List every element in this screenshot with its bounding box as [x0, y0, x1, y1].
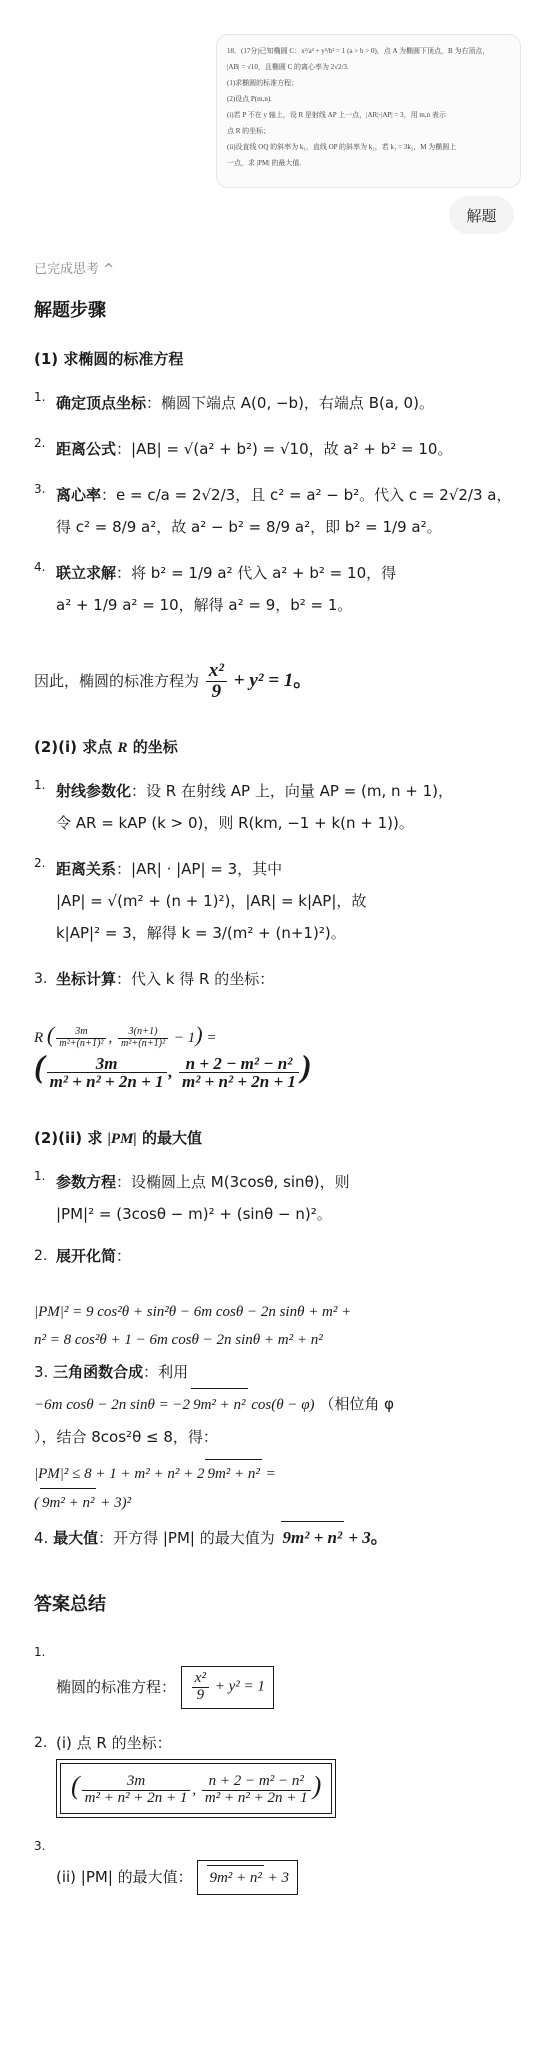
summary-text: 椭圆的标准方程：: [56, 1678, 177, 1697]
heading-math: |PM|: [107, 1131, 137, 1148]
step-text: ：|AR| · |AP| = 3，其中: [116, 859, 283, 878]
step-text: a² + 1/9 a² = 10，解得 a² = 9，b² = 1。: [56, 596, 353, 614]
part2i-steps: [34, 775, 534, 995]
part2i-step-1: 1. 射线参数化：设 R 在射线 AP 上，向量 AP = (m, n + 1)， 令 AR = kAP (k > 0)，则 R(km, −1 + k(n + 1))。: [34, 777, 454, 832]
part1-steps: [34, 387, 534, 621]
step-text: ：e = c/a = 2√2/3，且 c² = a² − b²。代入 c = 2√2/3 a，: [101, 486, 512, 504]
step-text: ：设椭圆上点 M(3cosθ, sinθ)，则: [116, 1173, 350, 1192]
part2ii-steps: [34, 1166, 534, 1272]
problem-line: 一点，求 |PM| 的最大值.: [227, 159, 302, 167]
step-label: 射线参数化: [56, 781, 132, 800]
summary-list: [34, 1642, 534, 1894]
problem-line: (1)求椭圆的标准方程；: [227, 79, 299, 87]
pm-bound-formula: |PM|² ≤ 8 + 1 + m² + n² + 2 9m² + n² = ( 9m² + n² + 3)²: [34, 1459, 534, 1517]
step-text: ：: [116, 1247, 132, 1266]
problem-image[interactable]: [216, 34, 521, 188]
heading-text: (2)(i) 求点: [34, 737, 113, 756]
solution-content: [34, 296, 534, 1905]
problem-line: 点 R 的坐标；: [227, 127, 271, 135]
step-text: ：设 R 在射线 AP 上，向量 AP = (m, n + 1)，: [131, 781, 454, 800]
step-label: 距离公式: [56, 440, 117, 458]
conclusion-text: 因此，椭圆的标准方程为: [34, 671, 200, 690]
part2i-step-2: 2. 距离关系：|AR| · |AP| = 3，其中 |AP| = √(m² + (n + 1)²)，|AR| = k|AP|，故 k|AP|² = 3，解得 k = 3/(m² + (n+1)²)。: [34, 855, 367, 942]
step-text: （相位角 φ: [319, 1395, 394, 1414]
problem-line: 18．(17分)已知椭圆 C：x²/a² + y²/b² = 1 (a > b > 0)，点 A 为椭圆下顶点，B 为右顶点，: [227, 47, 490, 55]
heading-math: R: [117, 739, 128, 756]
step-text: |AP| = √(m² + (n + 1)²)，|AR| = k|AP|，故: [56, 891, 367, 910]
step-text: ：将 b² = 1/9 a² 代入 a² + b² = 10，得: [116, 564, 397, 582]
step-label: 最大值: [53, 1529, 99, 1548]
step-text: ：代入 k 得 R 的坐标：: [116, 969, 275, 988]
part2ii-step-3: 3. 三角函数合成：利用 −6m cosθ − 2n sinθ = −2 9m² + n² cos(θ − φ) （相位角 φ ），结合 8cos²θ ≤ 8，得：: [34, 1363, 394, 1447]
r-coordinate-formula: R ( $\frac{3m}{\text{m²+(n+1)²}}$ , $\frac{3(n+1)}{\text{m²+(n+1)²}}$ − 1) = ( $\frac{3m}{\text{m² + n² + 2n + 1}}$ , $\frac{\text{n + 2 − m² − n²}}{\text{m² + n² + 2n + 1}}$ ): [34, 1021, 312, 1092]
step-text: ：椭圆下端点 A(0, −b)，右端点 B(a, 0)。: [146, 394, 434, 412]
step-text: 得 c² = 8/9 a²，故 a² − b² = 8/9 a²，即 b² = 1/9 a²。: [56, 518, 442, 536]
heading-text: 的坐标: [132, 737, 178, 756]
summary-item-3: 3. (ii) |PM| 的最大值： 9m² + n² + 3: [34, 1836, 534, 1895]
part1-step-1: 1. 确定顶点坐标：椭圆下端点 A(0, −b)，右端点 B(a, 0)。: [34, 390, 434, 412]
step-text: |PM|² = (3cosθ − m)² + (sinθ − n)²。: [56, 1205, 332, 1224]
problem-line: |AB| = √10，且椭圆 C 的离心率为 2√2/3.: [227, 63, 349, 71]
part2i-heading: [34, 736, 534, 757]
summary-item-2: 2. (i) 点 R 的坐标： ( $\frac{3m}{\text{m² + n² + 2n + 1}}$ , $\frac{\text{n + 2 − m² − n²}}{\text{m² + n² + 2n + 1}}$ ): [34, 1727, 534, 1818]
step-label: 联立求解: [56, 564, 117, 582]
thinking-status-toggle[interactable]: 已完成思考 ^: [34, 262, 115, 277]
heading-text: (2)(ii) 求: [34, 1129, 103, 1148]
part1-heading: (1) 求椭圆的标准方程: [34, 350, 184, 368]
step-label: 距离关系: [56, 859, 117, 878]
part2i-step-3: 3. 坐标计算：代入 k 得 R 的坐标：: [34, 969, 275, 988]
summary-pm-answer: 9m² + n² + 3: [197, 1860, 298, 1895]
part2ii-heading: [34, 1127, 534, 1148]
solution-title: 解题步骤: [34, 300, 106, 321]
part1-step-2: 2. 距离公式：|AB| = √(a² + b²) = √10，故 a² + b² = 10。: [34, 436, 453, 458]
step-label: 确定顶点坐标: [56, 394, 147, 412]
summary-text: (ii) |PM| 的最大值：: [56, 1867, 193, 1886]
summary-text: (i) 点 R 的坐标：: [56, 1733, 172, 1752]
step-label: 参数方程: [56, 1173, 117, 1192]
solve-button[interactable]: 解题: [449, 196, 514, 234]
part1-step-3: 3. 离心率：e = c/a = 2√2/3，且 c² = a² − b²。代入 c = 2√2/3 a， 得 c² = 8/9 a²，故 a² − b² = 8/9 a²，即 b² = 1/9 a²。: [34, 482, 512, 536]
ellipse-equation: $\frac{\text{x²}}{9}$ + y² = 1。: [204, 670, 313, 691]
summary-title: 答案总结: [34, 1594, 106, 1616]
step-label: 离心率: [56, 486, 102, 504]
part2ii-step-1: 1. 参数方程：设椭圆上点 M(3cosθ, sinθ)，则 |PM|² = (3cosθ − m)² + (sinθ − n)²。: [34, 1169, 350, 1224]
part2ii-step-2: 2. 展开化简：: [34, 1247, 132, 1266]
part2ii-step-4: 4. 最大值：开方得 |PM| 的最大值为 9m² + n² + 3。: [34, 1521, 534, 1554]
pm-expansion-formula: |PM|² = 9 cos²θ + sin²θ − 6m cosθ − 2n sinθ + m² + n² = 8 cos²θ + 1 − 6m cosθ − 2n sinθ + m² + n²: [34, 1304, 352, 1349]
step-text: k|AP|² = 3，解得 k = 3/(m² + (n+1)²)。: [56, 923, 346, 942]
step-label: 三角函数合成: [53, 1363, 144, 1382]
trig-identity: −6m cosθ − 2n sinθ = −2 9m² + n² cos(θ − φ): [34, 1397, 315, 1413]
step-text: 令 AR = kAP (k > 0)，则 R(km, −1 + k(n + 1))。: [56, 813, 414, 832]
step-label: 展开化简: [56, 1247, 117, 1266]
step-text: ：|AB| = √(a² + b²) = √10，故 a² + b² = 10。: [116, 440, 453, 458]
step-text: ：开方得 |PM| 的最大值为: [98, 1529, 275, 1548]
step-label: 坐标计算: [56, 969, 117, 988]
pm-max-value: 9m² + n² + 3。: [280, 1528, 388, 1547]
problem-line: (i)若 P 不在 y 轴上，设 R 是射线 AP 上一点，|AR|·|AP| = 3，用 m,n 表示: [227, 111, 446, 119]
summary-ellipse-answer: $\frac{\text{x²}}{9}$ + y² = 1: [181, 1666, 274, 1709]
part1-step-4: 4. 联立求解：将 b² = 1/9 a² 代入 a² + b² = 10，得 a² + 1/9 a² = 10，解得 a² = 9，b² = 1。: [34, 560, 397, 614]
summary-r-answer: ( $\frac{3m}{\text{m² + n² + 2n + 1}}$ , $\frac{\text{n + 2 − m² − n²}}{\text{m² + n² + 2n + 1}}$ ): [56, 1759, 336, 1818]
summary-item-1: 1. 椭圆的标准方程： $\frac{\text{x²}}{9}$ + y² = 1: [34, 1642, 534, 1709]
step-text: ：利用: [143, 1363, 189, 1382]
problem-line: (ii)设直线 OQ 的斜率为 k₁，直线 OP 的斜率为 k₂，若 k₁ = 3k₂，M 为椭圆上: [227, 143, 457, 151]
step-text: ），结合 8cos²θ ≤ 8，得：: [34, 1428, 218, 1447]
heading-text: 的最大值: [141, 1129, 202, 1148]
part1-conclusion: [34, 661, 534, 702]
problem-line: (2)设点 P(m,n).: [227, 95, 272, 103]
